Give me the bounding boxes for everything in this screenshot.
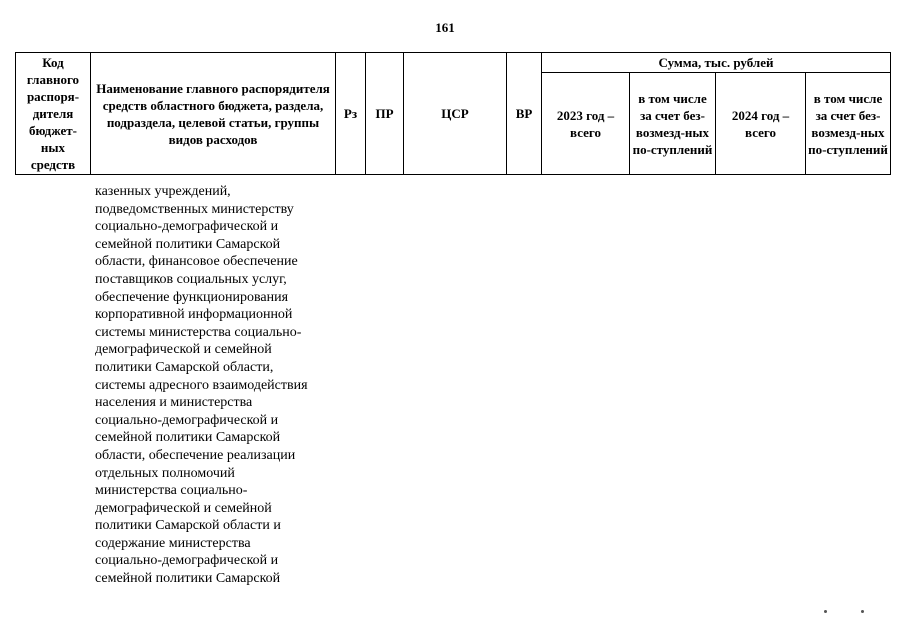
scan-speck bbox=[824, 610, 827, 613]
header-total-2023: 2023 год – всего bbox=[542, 73, 630, 175]
header-csr: ЦСР bbox=[404, 53, 507, 175]
header-pr: ПР bbox=[366, 53, 404, 175]
header-vr: ВР bbox=[507, 53, 542, 175]
header-name: Наименование главного распорядителя средств областного бюджета, раздела, подраздела, целевой статьи, группы видов расходов bbox=[91, 53, 336, 175]
header-code: Код главного распоря-дителя бюджет-ных средств bbox=[16, 53, 91, 175]
header-sum: Сумма, тыс. рублей bbox=[542, 53, 891, 73]
scan-speck bbox=[861, 610, 864, 613]
header-rz: Рз bbox=[336, 53, 366, 175]
budget-table-header bbox=[15, 52, 891, 175]
header-total-2024: 2024 год – всего bbox=[716, 73, 806, 175]
header-grants-2024: в том числе за счет без-возмезд-ных по-ступлений bbox=[806, 73, 891, 175]
page-number: 161 bbox=[435, 20, 455, 35]
continuation-text: казенных учреждений, подведомственных министерству социально-демографической и семейной политики Самарской области, финансовое обеспечение поставщиков социальных услуг, обеспечение функционирования корпоративной информационной системы министерства социально- демографической и семейной политики Самарской области, системы адресного взаимодействия населения и министерства социально-демографической и семейной политики Самарской области, обеспечение реализации отдельных полномочий министерства социально- демографической и семейной политики Самарской области и содержание министерства социально-демографической и семейной политики Самарской bbox=[95, 184, 308, 587]
header-grants-2023: в том числе за счет без-возмезд-ных по-ступлений bbox=[630, 73, 716, 175]
